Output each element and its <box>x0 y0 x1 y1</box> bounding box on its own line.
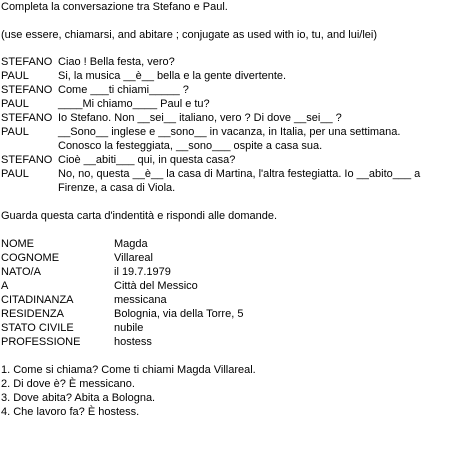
utterance: No, no, questa __è__ la casa di Martina, l'altra festegiatta. Io __abito___ a <box>58 168 421 180</box>
speaker-name: STEFANO <box>1 154 53 166</box>
utterance: ____Mi chiamo____ Paul e tu? <box>58 98 210 110</box>
speaker-name: PAUL <box>1 98 29 110</box>
card-field-label: STATO CIVILE <box>1 322 74 334</box>
utterance: __Sono__ inglese e __sono__ in vacanza, in Italia, per una settimana. <box>58 126 401 138</box>
card-field-label: NATO/A <box>1 266 41 278</box>
card-field-value: Città del Messico <box>114 280 198 292</box>
utterance: Si, la musica __è__ bella e la gente divertente. <box>58 70 287 82</box>
card-field-label: CITADINANZA <box>1 294 74 306</box>
exercise2-title: Guarda questa carta d'indentità e rispondi alle domande. <box>1 210 278 222</box>
answer-item: 4. Che lavoro fa? È hostess. <box>1 406 140 418</box>
card-field-value: Magda <box>114 238 148 250</box>
answer-item: 3. Dove abita? Abita a Bologna. <box>1 392 156 404</box>
card-field-label: NOME <box>1 238 34 250</box>
speaker-name: STEFANO <box>1 84 53 96</box>
card-field-value: nubile <box>114 322 144 334</box>
utterance: Conosco la festeggiata, __sono___ ospite a casa sua. <box>58 140 323 152</box>
card-field-value: Bolognia, via della Torre, 5 <box>114 308 244 320</box>
card-field-label: PROFESSIONE <box>1 336 81 348</box>
card-field-label: RESIDENZA <box>1 308 64 320</box>
speaker-name: PAUL <box>1 70 29 82</box>
speaker-name: STEFANO <box>1 56 53 68</box>
utterance: Come ___ti chiami_____ ? <box>58 84 189 96</box>
card-field-value: il 19.7.1979 <box>114 266 171 278</box>
card-field-label: A <box>1 280 9 292</box>
speaker-name: STEFANO <box>1 112 53 124</box>
utterance: Ciao ! Bella festa, vero? <box>58 56 175 68</box>
card-field-value: messicana <box>114 294 167 306</box>
answer-item: 2. Di dove è? È messicano. <box>1 378 135 390</box>
utterance: Firenze, a casa di Viola. <box>58 182 176 194</box>
speaker-name: PAUL <box>1 126 29 138</box>
utterance: Cioè __abiti___ qui, in questa casa? <box>58 154 236 166</box>
exercise1-instructions: (use essere, chiamarsi, and abitare ; conjugate as used with io, tu, and lui/lei) <box>1 29 378 41</box>
utterance: Io Stefano. Non __sei__ italiano, vero ? Di dove __sei__ ? <box>58 112 342 124</box>
card-field-label: COGNOME <box>1 252 60 264</box>
card-field-value: hostess <box>114 336 152 348</box>
exercise1-title: Completa la conversazione tra Stefano e Paul. <box>1 1 228 13</box>
card-field-value: Villareal <box>114 252 153 264</box>
answer-item: 1. Come si chiama? Come ti chiami Magda Villareal. <box>1 364 256 376</box>
speaker-name: PAUL <box>1 168 29 180</box>
